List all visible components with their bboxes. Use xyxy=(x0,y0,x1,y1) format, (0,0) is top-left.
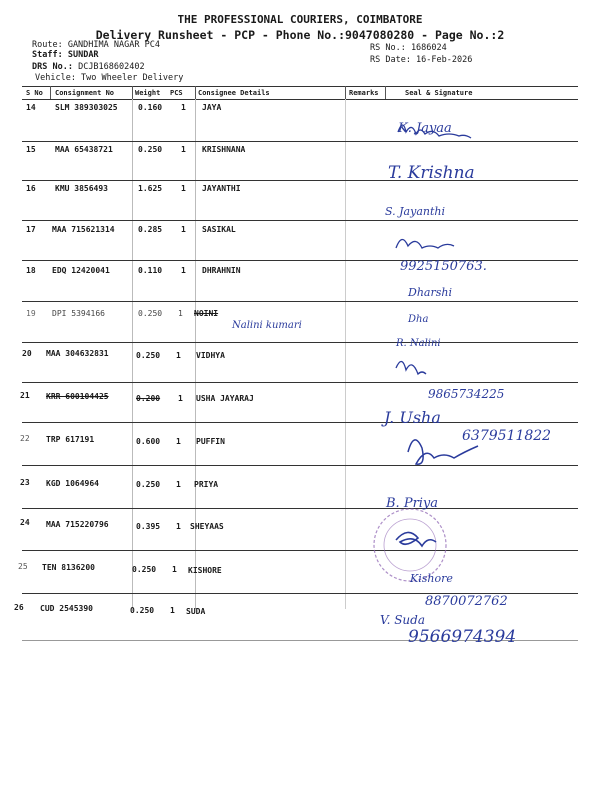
handwriting-row25: Kishore xyxy=(410,572,453,585)
row-pcs: 1 xyxy=(176,351,181,360)
handwriting-row23: B. Priya xyxy=(386,496,439,511)
col-remarks: Remarks xyxy=(349,89,379,97)
row-consignee: PRIYA xyxy=(194,480,219,489)
row-sno: 16 xyxy=(26,184,36,193)
signature-scribble xyxy=(396,361,426,374)
row-sno: 21 xyxy=(20,391,30,400)
row-pcs: 1 xyxy=(181,225,186,234)
row-sno: 15 xyxy=(26,145,36,154)
col-divider xyxy=(132,99,133,609)
seal-stamp xyxy=(374,509,446,581)
row-consignment: MAA 715621314 xyxy=(52,225,115,234)
company-name: THE PROFESSIONAL COURIERS, COIMBATORE xyxy=(177,13,423,26)
row-weight: 0.110 xyxy=(138,266,163,275)
row-consignment: MAA 65438721 xyxy=(55,145,113,154)
handwriting-row17-phone: 9925150763. xyxy=(400,259,487,274)
row-pcs: 1 xyxy=(181,103,186,112)
row-weight: 0.250 xyxy=(130,606,155,615)
col-divider xyxy=(345,86,346,99)
row-rule xyxy=(22,550,578,551)
row-weight: 0.250 xyxy=(132,565,157,574)
col-divider xyxy=(50,86,51,99)
col-weight: Weight xyxy=(135,89,161,97)
row-rule xyxy=(22,465,578,466)
row-sno: 24 xyxy=(20,518,30,527)
handwriting-row21: J. Usha xyxy=(384,408,441,427)
row-weight: 0.160 xyxy=(138,103,163,112)
row-consignee: KRISHNANA xyxy=(202,145,246,154)
handwriting-row15: T. Krishna xyxy=(388,163,475,183)
row-weight: 0.250 xyxy=(138,145,163,154)
col-consignee: Consignee Details xyxy=(198,89,270,97)
row-sno: 26 xyxy=(14,603,24,612)
row-consignment: CUD 2545390 xyxy=(40,604,93,613)
handwriting-row19-sig2: R. Nalini xyxy=(396,338,441,349)
row-pcs: 1 xyxy=(181,184,186,193)
row-sno: 14 xyxy=(26,103,36,112)
row-consignee: DHRAHNIN xyxy=(202,266,241,275)
col-pcs: PCS xyxy=(170,89,183,97)
row-weight: 0.250 xyxy=(136,480,161,489)
signature-scribble xyxy=(396,239,454,248)
row-pcs: 1 xyxy=(176,437,181,446)
row-rule xyxy=(22,342,578,343)
row-sno: 22 xyxy=(20,434,30,443)
col-divider xyxy=(385,86,386,99)
table-top-rule xyxy=(22,86,578,87)
row-weight: 0.200 xyxy=(136,394,161,403)
row-consignment: KRR 600104425 xyxy=(46,392,109,401)
staff-line xyxy=(32,50,99,60)
vehicle-label: Vehicle: Two Wheeler Delivery xyxy=(35,73,184,83)
row-pcs: 1 xyxy=(170,606,175,615)
handwriting-row25-phone: 8870072762 xyxy=(425,594,508,609)
row-consignment: SLM 389303025 xyxy=(55,103,118,112)
row-consignee: NOINI xyxy=(194,309,219,318)
row-weight: 0.250 xyxy=(136,351,161,360)
row-rule xyxy=(22,260,578,261)
row-rule xyxy=(22,141,578,142)
row-weight: 0.285 xyxy=(138,225,163,234)
col-seal-signature: Seal & Signature xyxy=(405,89,473,97)
row-pcs: 1 xyxy=(181,266,186,275)
row-weight: 1.625 xyxy=(138,184,163,193)
row-consignee: USHA JAYARAJ xyxy=(196,394,254,403)
rs-date: RS Date: 16-Feb-2026 xyxy=(370,55,473,65)
handwriting-row21-phone: 6379511822 xyxy=(462,428,552,444)
row-consignee: KISHORE xyxy=(188,566,222,575)
row-consignment: KGD 1064964 xyxy=(46,479,99,488)
row-rule xyxy=(22,220,578,221)
signature-scribble xyxy=(408,440,478,464)
handwriting-row26: V. Suda xyxy=(380,613,425,627)
row-sno: 18 xyxy=(26,266,36,275)
row-rule xyxy=(22,422,578,423)
row-rule xyxy=(22,382,578,383)
col-sno: S No xyxy=(26,89,43,97)
drs-number: DCJB168602402 xyxy=(78,62,145,72)
col-divider xyxy=(195,86,196,99)
handwriting-row18: Dharshi xyxy=(408,286,452,299)
row-pcs: 1 xyxy=(178,394,183,403)
row-rule xyxy=(22,593,578,594)
col-divider xyxy=(345,99,346,609)
row-pcs: 1 xyxy=(181,145,186,154)
row-rule xyxy=(22,508,578,509)
row-sno: 19 xyxy=(26,309,36,318)
row-weight: 0.395 xyxy=(136,522,161,531)
row-consignee: SASIKAL xyxy=(202,225,236,234)
row-rule xyxy=(22,640,578,641)
row-consignee: SUDA xyxy=(186,607,206,616)
staff-label: Staff: xyxy=(32,50,63,60)
handwriting-row19-sig: Dha xyxy=(408,314,429,325)
row-sno: 25 xyxy=(18,562,28,571)
handwriting-row19-note: Nalini kumari xyxy=(232,320,302,331)
row-consignee: SHEYAAS xyxy=(190,522,224,531)
runsheet-title: Delivery Runsheet - PCP - Phone No.:9047080280 - Page No.:2 xyxy=(95,28,505,42)
rs-number: RS No.: 1686024 xyxy=(370,43,447,53)
handwriting-row26-phone: 9566974394 xyxy=(408,627,517,647)
signature-scribble xyxy=(398,125,471,138)
row-consignment: TRP 617191 xyxy=(46,435,95,444)
col-consignment: Consignment No xyxy=(55,89,115,97)
row-sno: 20 xyxy=(22,349,32,358)
row-consignment: TEN 8136200 xyxy=(42,563,95,572)
row-consignment: MAA 715220796 xyxy=(46,520,109,529)
signature-scribble xyxy=(396,532,436,546)
row-consignment: EDQ 12420041 xyxy=(52,266,110,275)
row-weight: 0.250 xyxy=(138,309,163,318)
col-divider xyxy=(132,86,133,99)
handwriting-row16: S. Jayanthi xyxy=(385,205,445,218)
row-sno: 23 xyxy=(20,478,30,487)
handwriting-row20-phone: 9865734225 xyxy=(428,387,505,401)
header-bottom-rule xyxy=(22,99,578,100)
row-consignment: DPI 5394166 xyxy=(52,309,105,318)
row-pcs: 1 xyxy=(176,522,181,531)
row-pcs: 1 xyxy=(176,480,181,489)
row-rule xyxy=(22,180,578,181)
row-consignment: KMU 3856493 xyxy=(55,184,108,193)
row-weight: 0.600 xyxy=(136,437,161,446)
route-label: Route: GANDHIMA NAGAR PC4 xyxy=(32,40,160,50)
row-consignee: JAYANTHI xyxy=(202,184,241,193)
drs-label: DRS No.: xyxy=(32,62,73,72)
row-consignee: JAYA xyxy=(202,103,222,112)
row-consignment: MAA 304632831 xyxy=(46,349,109,358)
row-consignee: PUFFIN xyxy=(196,437,225,446)
staff-name: SUNDAR xyxy=(67,50,99,60)
row-pcs: 1 xyxy=(172,565,177,574)
row-consignee: VIDHYA xyxy=(196,351,225,360)
row-pcs: 1 xyxy=(178,309,183,318)
handwriting-row14: K. Jayaa xyxy=(398,121,452,136)
drs-line xyxy=(32,62,145,72)
row-sno: 17 xyxy=(26,225,36,234)
row-rule xyxy=(22,301,578,302)
